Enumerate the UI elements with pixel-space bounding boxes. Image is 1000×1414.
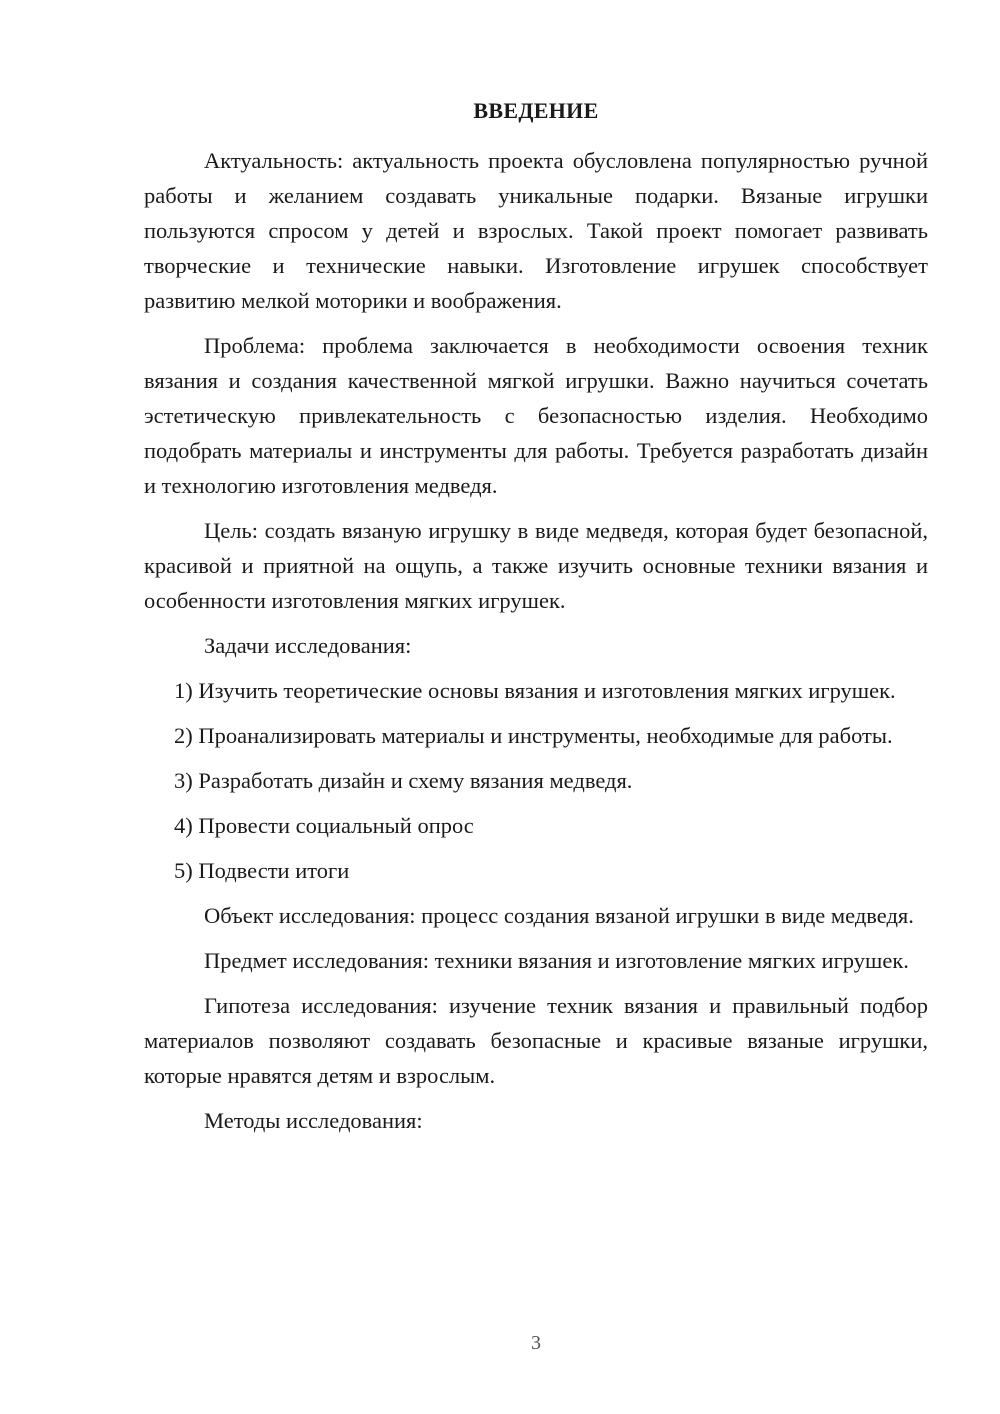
task-item: 1) Изучить теоретические основы вязания и изготовления мягких игрушек. bbox=[174, 678, 896, 703]
document-page bbox=[144, 0, 928, 1414]
paragraph-tasks-intro: Задачи исследования: bbox=[204, 633, 412, 658]
task-item: 5) Подвести итоги bbox=[174, 858, 350, 883]
task-item: 4) Провести социальный опрос bbox=[174, 813, 474, 838]
paragraph-subject: Предмет исследования: техники вязания и изготовление мягких игрушек. bbox=[204, 948, 909, 973]
task-item: 2) Проанализировать материалы и инструменты, необходимые для работы. bbox=[174, 723, 893, 748]
section-heading: ВВЕДЕНИЕ bbox=[473, 98, 599, 123]
paragraph-relevance: Актуальность: актуальность проекта обусловлена популярностью ручной работы и желанием создавать уникальные подарки. Вязаные игрушки пользуются спросом у детей и взрослых. Такой проект помогает развивать творческие и технические навыки. Изготовление игрушек способствует развитию мелкой моторики и воображения. bbox=[144, 148, 928, 313]
page-number: 3 bbox=[531, 1332, 541, 1354]
body-text bbox=[144, 143, 928, 1138]
paragraph-object: Объект исследования: процесс создания вязаной игрушки в виде медведя. bbox=[204, 903, 914, 928]
paragraph-hypothesis: Гипотеза исследования: изучение техник вязания и правильный подбор материалов позволяют создавать безопасные и красивые вязаные игрушки, которые нравятся детям и взрослым. bbox=[144, 993, 928, 1088]
task-item: 3) Разработать дизайн и схему вязания медведя. bbox=[174, 768, 633, 793]
paragraph-methods: Методы исследования: bbox=[204, 1108, 423, 1133]
paragraph-problem: Проблема: проблема заключается в необходимости освоения техник вязания и создания качественной мягкой игрушки. Важно научиться сочетать эстетическую привлекательность с безопасностью изделия. Необходимо подобрать материалы и инструменты для работы. Требуется разработать дизайн и технологию изготовления медведя. bbox=[144, 333, 928, 498]
paragraph-goal: Цель: создать вязаную игрушку в виде медведя, которая будет безопасной, красивой и приятной на ощупь, а также изучить основные техники вязания и особенности изготовления мягких игрушек. bbox=[144, 518, 928, 613]
